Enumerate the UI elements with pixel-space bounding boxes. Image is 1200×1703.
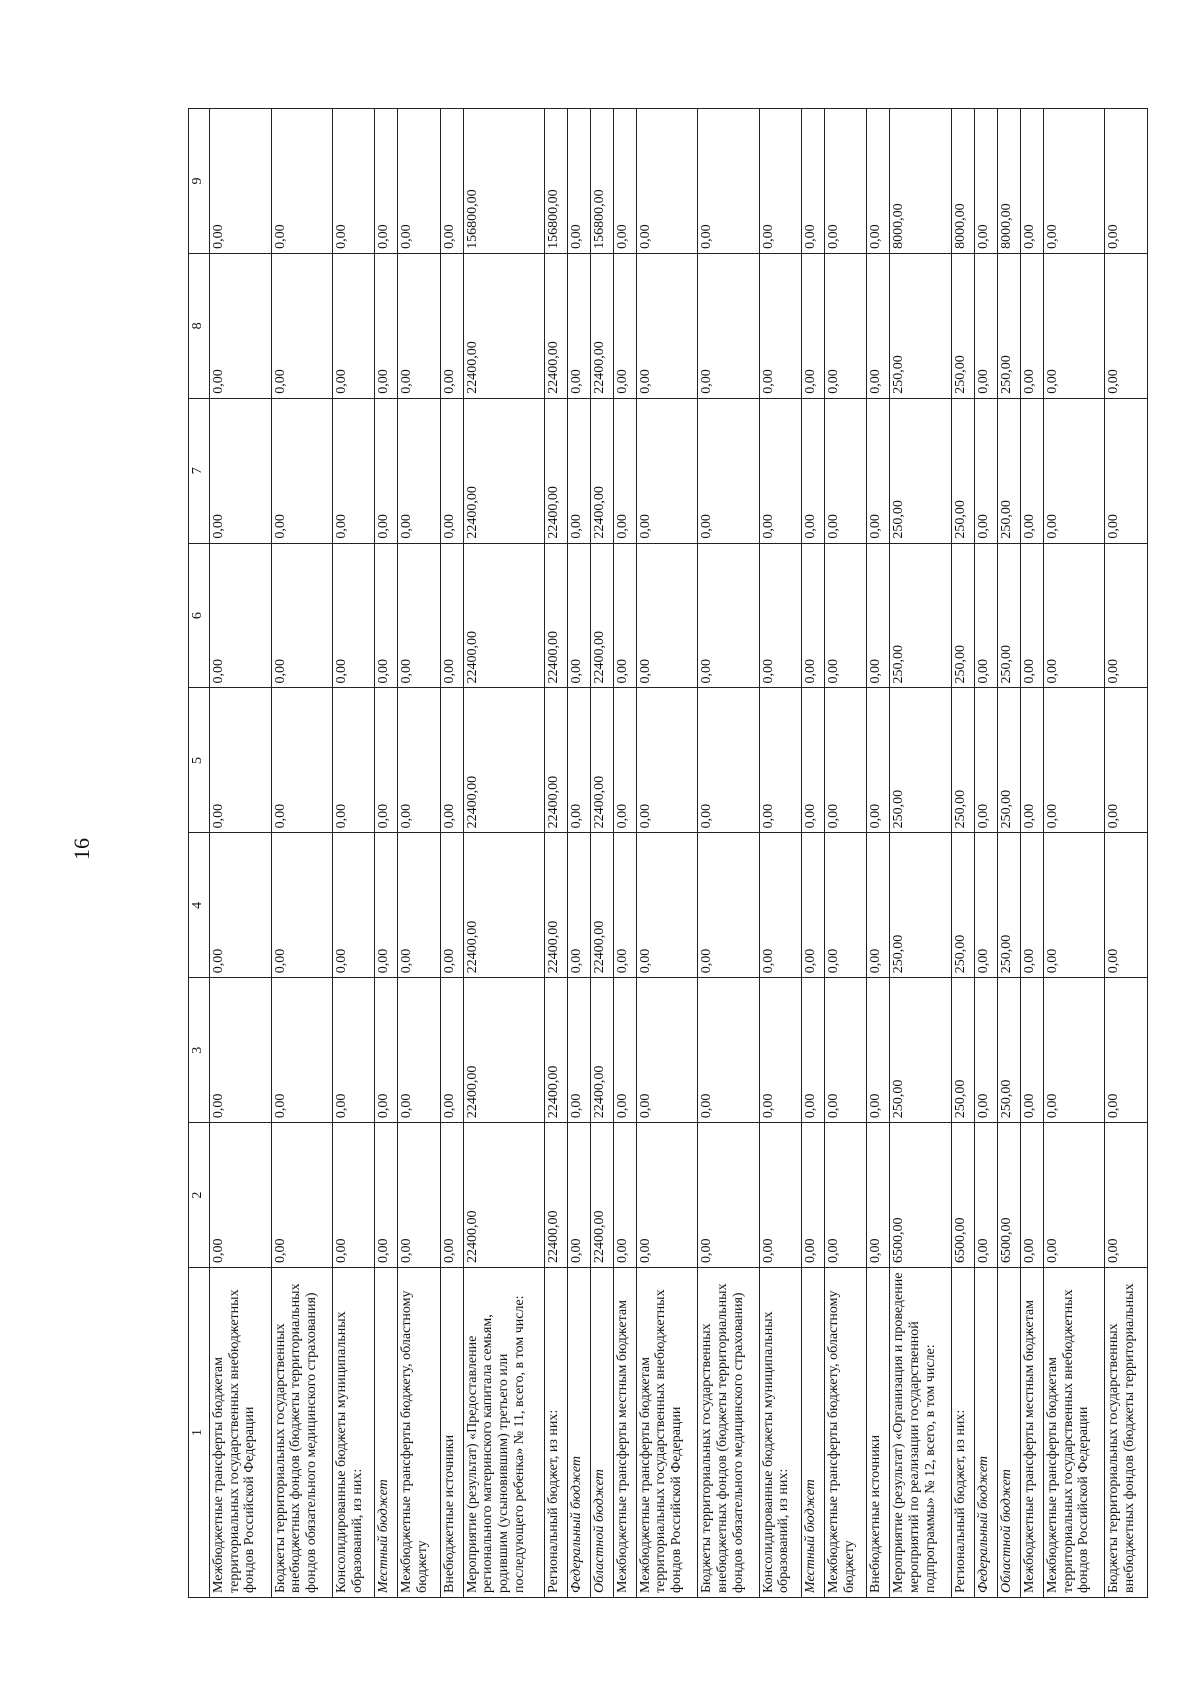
- value-cell: 22400,00: [463, 1123, 544, 1268]
- value-cell: 0,00: [398, 543, 440, 688]
- value-cell: 250,00: [951, 833, 974, 978]
- value-cell: 0,00: [271, 978, 333, 1123]
- value-cell: 0,00: [398, 398, 440, 543]
- value-cell: 0,00: [271, 1123, 333, 1268]
- value-cell: 0,00: [1105, 543, 1148, 688]
- value-cell: 250,00: [997, 978, 1020, 1123]
- value-cell: 0,00: [210, 1123, 272, 1268]
- value-cell: 0,00: [1043, 109, 1105, 254]
- value-cell: 0,00: [802, 688, 825, 833]
- value-cell: 0,00: [1020, 978, 1043, 1123]
- value-cell: 0,00: [698, 833, 760, 978]
- table-row: [544, 109, 567, 1598]
- column-header: 9: [189, 109, 210, 254]
- value-cell: 0,00: [759, 978, 801, 1123]
- value-cell: 0,00: [333, 688, 375, 833]
- row-label: Межбюджетные трансферты бюджету, областному бюджету: [398, 1268, 440, 1598]
- table-row: [1043, 109, 1105, 1598]
- value-cell: 0,00: [1105, 109, 1148, 254]
- value-cell: 0,00: [567, 109, 590, 254]
- value-cell: 0,00: [636, 543, 698, 688]
- row-label: Внебюджетные источники: [440, 1268, 463, 1598]
- value-cell: 22400,00: [590, 1123, 613, 1268]
- value-cell: 0,00: [867, 833, 890, 978]
- row-label: Межбюджетные трансферты бюджетам территориальных государственных внебюджетных фондов Российской Федерации: [1043, 1268, 1105, 1598]
- value-cell: 0,00: [398, 1123, 440, 1268]
- value-cell: 22400,00: [544, 1123, 567, 1268]
- value-cell: 0,00: [867, 978, 890, 1123]
- value-cell: 0,00: [825, 833, 867, 978]
- value-cell: 250,00: [997, 543, 1020, 688]
- value-cell: 0,00: [974, 253, 997, 398]
- value-cell: 250,00: [997, 688, 1020, 833]
- value-cell: 0,00: [698, 1123, 760, 1268]
- value-cell: 0,00: [636, 978, 698, 1123]
- value-cell: 0,00: [1105, 833, 1148, 978]
- row-label: Федеральный бюджет: [567, 1268, 590, 1598]
- column-header: 5: [189, 688, 210, 833]
- value-cell: 0,00: [333, 1123, 375, 1268]
- value-cell: 0,00: [271, 398, 333, 543]
- value-cell: 0,00: [567, 1123, 590, 1268]
- value-cell: 0,00: [759, 688, 801, 833]
- value-cell: 0,00: [375, 1123, 398, 1268]
- value-cell: 156800,00: [544, 109, 567, 254]
- value-cell: 8000,00: [951, 109, 974, 254]
- value-cell: 0,00: [698, 398, 760, 543]
- table-header-row: [189, 109, 210, 1598]
- value-cell: 0,00: [1105, 398, 1148, 543]
- value-cell: 0,00: [613, 1123, 636, 1268]
- value-cell: 0,00: [440, 109, 463, 254]
- value-cell: 0,00: [567, 543, 590, 688]
- value-cell: 0,00: [1043, 1123, 1105, 1268]
- value-cell: 0,00: [375, 688, 398, 833]
- value-cell: 250,00: [997, 833, 1020, 978]
- value-cell: 0,00: [1043, 833, 1105, 978]
- value-cell: 250,00: [951, 688, 974, 833]
- value-cell: 0,00: [210, 398, 272, 543]
- column-header: 1: [189, 1268, 210, 1598]
- value-cell: 0,00: [440, 543, 463, 688]
- value-cell: 0,00: [759, 253, 801, 398]
- table-row: [1020, 109, 1043, 1598]
- value-cell: 0,00: [825, 688, 867, 833]
- value-cell: 0,00: [333, 978, 375, 1123]
- value-cell: 250,00: [997, 253, 1020, 398]
- value-cell: 0,00: [271, 688, 333, 833]
- value-cell: 22400,00: [590, 688, 613, 833]
- value-cell: 0,00: [1020, 833, 1043, 978]
- value-cell: 250,00: [890, 978, 952, 1123]
- column-header: 6: [189, 543, 210, 688]
- value-cell: 22400,00: [463, 543, 544, 688]
- table-row: [590, 109, 613, 1598]
- value-cell: 0,00: [613, 253, 636, 398]
- value-cell: 0,00: [613, 833, 636, 978]
- row-label: Региональный бюджет, из них:: [951, 1268, 974, 1598]
- table-row: [463, 109, 544, 1598]
- value-cell: 250,00: [890, 543, 952, 688]
- value-cell: 0,00: [1043, 398, 1105, 543]
- column-header: 3: [189, 978, 210, 1123]
- value-cell: 0,00: [271, 833, 333, 978]
- value-cell: 22400,00: [463, 833, 544, 978]
- table-row: [613, 109, 636, 1598]
- value-cell: 0,00: [333, 253, 375, 398]
- value-cell: 0,00: [802, 833, 825, 978]
- value-cell: 0,00: [636, 109, 698, 254]
- value-cell: 0,00: [1020, 543, 1043, 688]
- row-label: Областной бюджет: [590, 1268, 613, 1598]
- value-cell: 0,00: [398, 688, 440, 833]
- value-cell: 8000,00: [890, 109, 952, 254]
- value-cell: 0,00: [567, 978, 590, 1123]
- value-cell: 22400,00: [544, 833, 567, 978]
- value-cell: 0,00: [613, 688, 636, 833]
- row-label: Мероприятие (результат) «Организация и проведение мероприятий по реализации государственной подпрограммы» № 12, всего, в том числе:: [890, 1268, 952, 1598]
- value-cell: 0,00: [613, 978, 636, 1123]
- value-cell: 6500,00: [890, 1123, 952, 1268]
- value-cell: 0,00: [375, 833, 398, 978]
- row-label: Федеральный бюджет: [974, 1268, 997, 1598]
- column-header: 8: [189, 253, 210, 398]
- value-cell: 0,00: [375, 398, 398, 543]
- value-cell: 22400,00: [463, 253, 544, 398]
- row-label: Местный бюджет: [802, 1268, 825, 1598]
- table-row: [974, 109, 997, 1598]
- value-cell: 0,00: [698, 253, 760, 398]
- value-cell: 0,00: [333, 833, 375, 978]
- value-cell: 0,00: [974, 833, 997, 978]
- value-cell: 0,00: [698, 543, 760, 688]
- value-cell: 0,00: [825, 253, 867, 398]
- budget-table: [188, 108, 1148, 1598]
- value-cell: 0,00: [567, 253, 590, 398]
- value-cell: 22400,00: [590, 543, 613, 688]
- value-cell: 0,00: [1043, 688, 1105, 833]
- row-label: Областной бюджет: [997, 1268, 1020, 1598]
- value-cell: 0,00: [825, 398, 867, 543]
- value-cell: 156800,00: [463, 109, 544, 254]
- value-cell: 0,00: [1020, 253, 1043, 398]
- value-cell: 0,00: [825, 978, 867, 1123]
- value-cell: 0,00: [867, 109, 890, 254]
- row-label: Межбюджетные трансферты бюджетам территориальных государственных внебюджетных фондов Российской Федерации: [210, 1268, 272, 1598]
- value-cell: 0,00: [567, 833, 590, 978]
- value-cell: 156800,00: [590, 109, 613, 254]
- value-cell: 0,00: [974, 543, 997, 688]
- rotated-table-container: [188, 108, 1148, 1598]
- row-label: Бюджеты территориальных государственных внебюджетных фондов (бюджеты территориальных: [1105, 1268, 1148, 1598]
- value-cell: 0,00: [613, 543, 636, 688]
- table-row: [567, 109, 590, 1598]
- value-cell: 0,00: [636, 688, 698, 833]
- value-cell: 0,00: [759, 1123, 801, 1268]
- row-label: Бюджеты территориальных государственных внебюджетных фондов (бюджеты территориальных фондов обязательного медицинского страхования): [698, 1268, 760, 1598]
- value-cell: 0,00: [759, 543, 801, 688]
- value-cell: 0,00: [867, 1123, 890, 1268]
- value-cell: 0,00: [636, 1123, 698, 1268]
- value-cell: 0,00: [567, 688, 590, 833]
- value-cell: 0,00: [759, 833, 801, 978]
- value-cell: 0,00: [333, 109, 375, 254]
- column-header: 4: [189, 833, 210, 978]
- table-row: [333, 109, 375, 1598]
- value-cell: 0,00: [440, 978, 463, 1123]
- row-label: Межбюджетные трансферты бюджетам территориальных государственных внебюджетных фондов Российской Федерации: [636, 1268, 698, 1598]
- table-row: [890, 109, 952, 1598]
- value-cell: 0,00: [440, 398, 463, 543]
- value-cell: 0,00: [613, 109, 636, 254]
- table-row: [867, 109, 890, 1598]
- value-cell: 250,00: [951, 543, 974, 688]
- value-cell: 250,00: [890, 253, 952, 398]
- value-cell: 0,00: [867, 688, 890, 833]
- value-cell: 0,00: [440, 833, 463, 978]
- value-cell: 0,00: [271, 543, 333, 688]
- value-cell: 250,00: [997, 398, 1020, 543]
- value-cell: 0,00: [375, 543, 398, 688]
- value-cell: 0,00: [271, 109, 333, 254]
- value-cell: 0,00: [698, 688, 760, 833]
- value-cell: 0,00: [802, 978, 825, 1123]
- value-cell: 22400,00: [590, 978, 613, 1123]
- value-cell: 0,00: [825, 1123, 867, 1268]
- value-cell: 0,00: [759, 398, 801, 543]
- row-label: Внебюджетные источники: [867, 1268, 890, 1598]
- value-cell: 0,00: [1105, 688, 1148, 833]
- value-cell: 0,00: [333, 543, 375, 688]
- table-row: [997, 109, 1020, 1598]
- value-cell: 0,00: [1043, 543, 1105, 688]
- value-cell: 0,00: [440, 253, 463, 398]
- table-row: [271, 109, 333, 1598]
- value-cell: 0,00: [867, 543, 890, 688]
- value-cell: 22400,00: [544, 253, 567, 398]
- row-label: Межбюджетные трансферты бюджету, областному бюджету: [825, 1268, 867, 1598]
- value-cell: 0,00: [375, 109, 398, 254]
- table-row: [210, 109, 272, 1598]
- table-row: [440, 109, 463, 1598]
- value-cell: 6500,00: [997, 1123, 1020, 1268]
- value-cell: 0,00: [1105, 253, 1148, 398]
- value-cell: 0,00: [333, 398, 375, 543]
- value-cell: 0,00: [1020, 688, 1043, 833]
- value-cell: 0,00: [759, 109, 801, 254]
- value-cell: 0,00: [440, 688, 463, 833]
- table-row: [759, 109, 801, 1598]
- table-body: [210, 109, 1148, 1598]
- value-cell: 250,00: [951, 398, 974, 543]
- table-row: [398, 109, 440, 1598]
- row-label: Местный бюджет: [375, 1268, 398, 1598]
- table-row: [951, 109, 974, 1598]
- value-cell: 0,00: [1043, 978, 1105, 1123]
- value-cell: 22400,00: [544, 978, 567, 1123]
- value-cell: 250,00: [890, 398, 952, 543]
- value-cell: 0,00: [1105, 1123, 1148, 1268]
- value-cell: 0,00: [210, 833, 272, 978]
- row-label: Бюджеты территориальных государственных внебюджетных фондов (бюджеты территориальных фондов обязательного медицинского страхования): [271, 1268, 333, 1598]
- value-cell: 22400,00: [590, 833, 613, 978]
- value-cell: 0,00: [613, 398, 636, 543]
- value-cell: 250,00: [951, 978, 974, 1123]
- value-cell: 0,00: [802, 1123, 825, 1268]
- value-cell: 0,00: [698, 109, 760, 254]
- value-cell: 22400,00: [544, 688, 567, 833]
- value-cell: 0,00: [375, 253, 398, 398]
- value-cell: 0,00: [210, 253, 272, 398]
- value-cell: 250,00: [951, 253, 974, 398]
- value-cell: 0,00: [825, 543, 867, 688]
- value-cell: 22400,00: [463, 398, 544, 543]
- value-cell: 0,00: [210, 109, 272, 254]
- value-cell: 250,00: [890, 688, 952, 833]
- row-label: Межбюджетные трансферты местным бюджетам: [613, 1268, 636, 1598]
- value-cell: 0,00: [440, 1123, 463, 1268]
- value-cell: 0,00: [567, 398, 590, 543]
- value-cell: 0,00: [271, 253, 333, 398]
- value-cell: 6500,00: [951, 1123, 974, 1268]
- value-cell: 0,00: [698, 978, 760, 1123]
- table-row: [375, 109, 398, 1598]
- value-cell: 0,00: [1020, 1123, 1043, 1268]
- value-cell: 250,00: [890, 833, 952, 978]
- value-cell: 0,00: [867, 253, 890, 398]
- value-cell: 0,00: [1105, 978, 1148, 1123]
- value-cell: 0,00: [825, 109, 867, 254]
- row-label: Региональный бюджет, из них:: [544, 1268, 567, 1598]
- value-cell: 0,00: [974, 109, 997, 254]
- column-header: 7: [189, 398, 210, 543]
- value-cell: 22400,00: [590, 398, 613, 543]
- value-cell: 0,00: [802, 109, 825, 254]
- value-cell: 0,00: [974, 978, 997, 1123]
- value-cell: 0,00: [802, 253, 825, 398]
- table-row: [1105, 109, 1148, 1598]
- value-cell: 0,00: [636, 833, 698, 978]
- value-cell: 0,00: [802, 543, 825, 688]
- value-cell: 0,00: [398, 253, 440, 398]
- value-cell: 22400,00: [463, 978, 544, 1123]
- table-row: [825, 109, 867, 1598]
- value-cell: 22400,00: [590, 253, 613, 398]
- value-cell: 22400,00: [544, 543, 567, 688]
- value-cell: 0,00: [1043, 253, 1105, 398]
- row-label: Консолидированные бюджеты муниципальных образований, из них:: [759, 1268, 801, 1598]
- value-cell: 0,00: [802, 398, 825, 543]
- value-cell: 0,00: [398, 978, 440, 1123]
- row-label: Мероприятие (результат) «Предоставление регионального материнского капитала семьям, родившим (усыновившим) третьего или последующего ребенка» № 11, всего, в том числе:: [463, 1268, 544, 1598]
- table-row: [802, 109, 825, 1598]
- page-number: 16: [69, 838, 94, 860]
- row-label: Консолидированные бюджеты муниципальных образований, из них:: [333, 1268, 375, 1598]
- value-cell: 0,00: [636, 398, 698, 543]
- value-cell: 0,00: [974, 688, 997, 833]
- value-cell: 0,00: [636, 253, 698, 398]
- value-cell: 0,00: [974, 1123, 997, 1268]
- value-cell: 22400,00: [463, 688, 544, 833]
- value-cell: 22400,00: [544, 398, 567, 543]
- row-label: Межбюджетные трансферты местным бюджетам: [1020, 1268, 1043, 1598]
- value-cell: 0,00: [210, 688, 272, 833]
- value-cell: 0,00: [1020, 398, 1043, 543]
- table-row: [698, 109, 760, 1598]
- value-cell: 0,00: [867, 398, 890, 543]
- value-cell: 8000,00: [997, 109, 1020, 254]
- value-cell: 0,00: [1020, 109, 1043, 254]
- table-row: [636, 109, 698, 1598]
- value-cell: 0,00: [974, 398, 997, 543]
- value-cell: 0,00: [210, 978, 272, 1123]
- value-cell: 0,00: [210, 543, 272, 688]
- value-cell: 0,00: [398, 833, 440, 978]
- column-header: 2: [189, 1123, 210, 1268]
- value-cell: 0,00: [375, 978, 398, 1123]
- value-cell: 0,00: [398, 109, 440, 254]
